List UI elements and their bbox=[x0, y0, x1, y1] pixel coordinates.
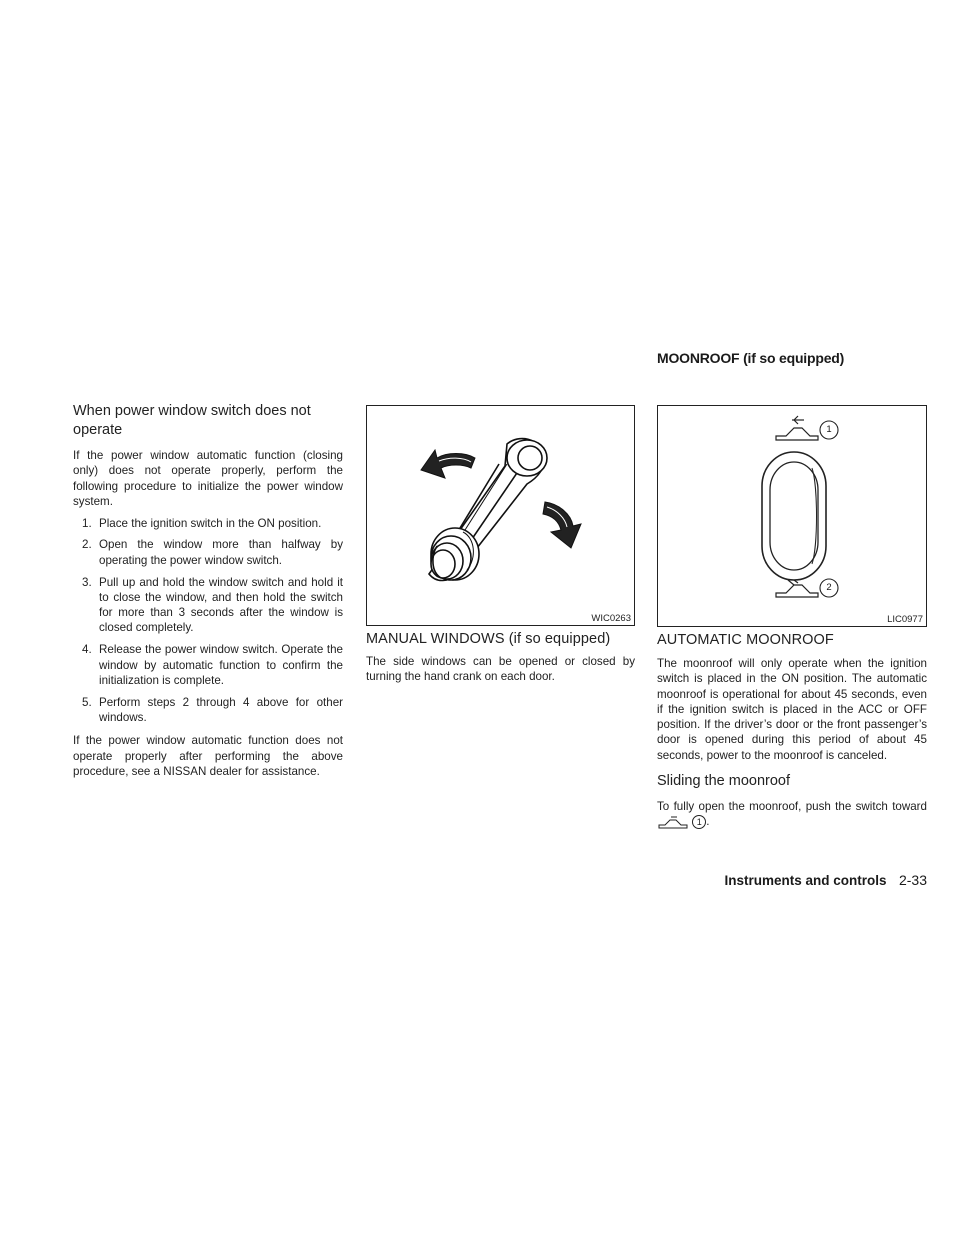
list-item: 1. Place the ignition switch in the ON position. bbox=[82, 516, 322, 530]
automatic-moonroof-heading: AUTOMATIC MOONROOF bbox=[657, 632, 834, 648]
right-column-text bbox=[657, 632, 927, 830]
footer-page-number: 2-33 bbox=[898, 872, 927, 888]
list-item: 2. Open the window more than halfway by operating the power window switch. bbox=[82, 538, 343, 567]
car-roof-open-icon bbox=[657, 815, 689, 829]
left-column bbox=[73, 402, 343, 779]
callout-ref: 1 bbox=[692, 815, 706, 829]
figure-code: LIC0977 bbox=[887, 614, 923, 625]
power-window-intro: If the power window automatic function (closing only) does not operate properly, perform the following procedure to initialize the power window system. bbox=[73, 449, 343, 508]
moonroof-switch-illustration bbox=[658, 406, 926, 626]
crank-arrow-cw-icon bbox=[543, 502, 581, 548]
car-roof-open-icon bbox=[776, 416, 818, 440]
page-footer bbox=[600, 872, 927, 890]
section-title: MOONROOF (if so equipped) bbox=[657, 350, 845, 366]
footer-section: Instruments and controls bbox=[724, 873, 887, 888]
crank-figure bbox=[366, 405, 635, 626]
car-roof-closed-icon bbox=[776, 580, 818, 597]
list-item: 4. Release the power window switch. Operate the window by automatic function to confirm the initialization is complete. bbox=[82, 643, 343, 687]
moonroof-switch-figure bbox=[657, 405, 927, 627]
sliding-moonroof-heading: Sliding the moonroof bbox=[657, 773, 790, 790]
figure-code: WIC0263 bbox=[591, 613, 631, 624]
middle-column-text bbox=[366, 631, 635, 685]
callout-1-label: 1 bbox=[826, 424, 832, 435]
automatic-moonroof-body: The moonroof will only operate when the ignition switch is placed in the ON position. The automatic moonroof is operational for about 45 seconds, even if the ignition switch is placed in the ACC or OFF position. If the driver’s door or the front passenger’s door is opened during this period of about 45 seconds, power to the moonroof is canceled. bbox=[657, 657, 927, 762]
sliding-moonroof-body: To fully open the moonroof, push the switch toward 1 . bbox=[657, 800, 927, 829]
list-item: 3. Pull up and hold the window switch and hold it to close the window, and then hold the switch for more than 3 seconds after the window is closed completely. bbox=[82, 575, 343, 635]
init-steps-list bbox=[73, 516, 343, 726]
window-crank-illustration bbox=[367, 406, 634, 625]
power-window-closing: If the power window automatic function does not operate properly after performing the above procedure, see a NISSAN dealer for assistance. bbox=[73, 734, 343, 778]
list-item: 5. Perform steps 2 through 4 above for other windows. bbox=[82, 695, 343, 724]
manual-windows-body: The side windows can be opened or closed by turning the hand crank on each door. bbox=[366, 655, 635, 684]
callout-2-label: 2 bbox=[826, 582, 832, 593]
manual-windows-heading: MANUAL WINDOWS (if so equipped) bbox=[366, 631, 611, 647]
crank-arrow-ccw-icon bbox=[421, 450, 475, 478]
power-window-heading: When power window switch does not operate bbox=[73, 403, 311, 438]
